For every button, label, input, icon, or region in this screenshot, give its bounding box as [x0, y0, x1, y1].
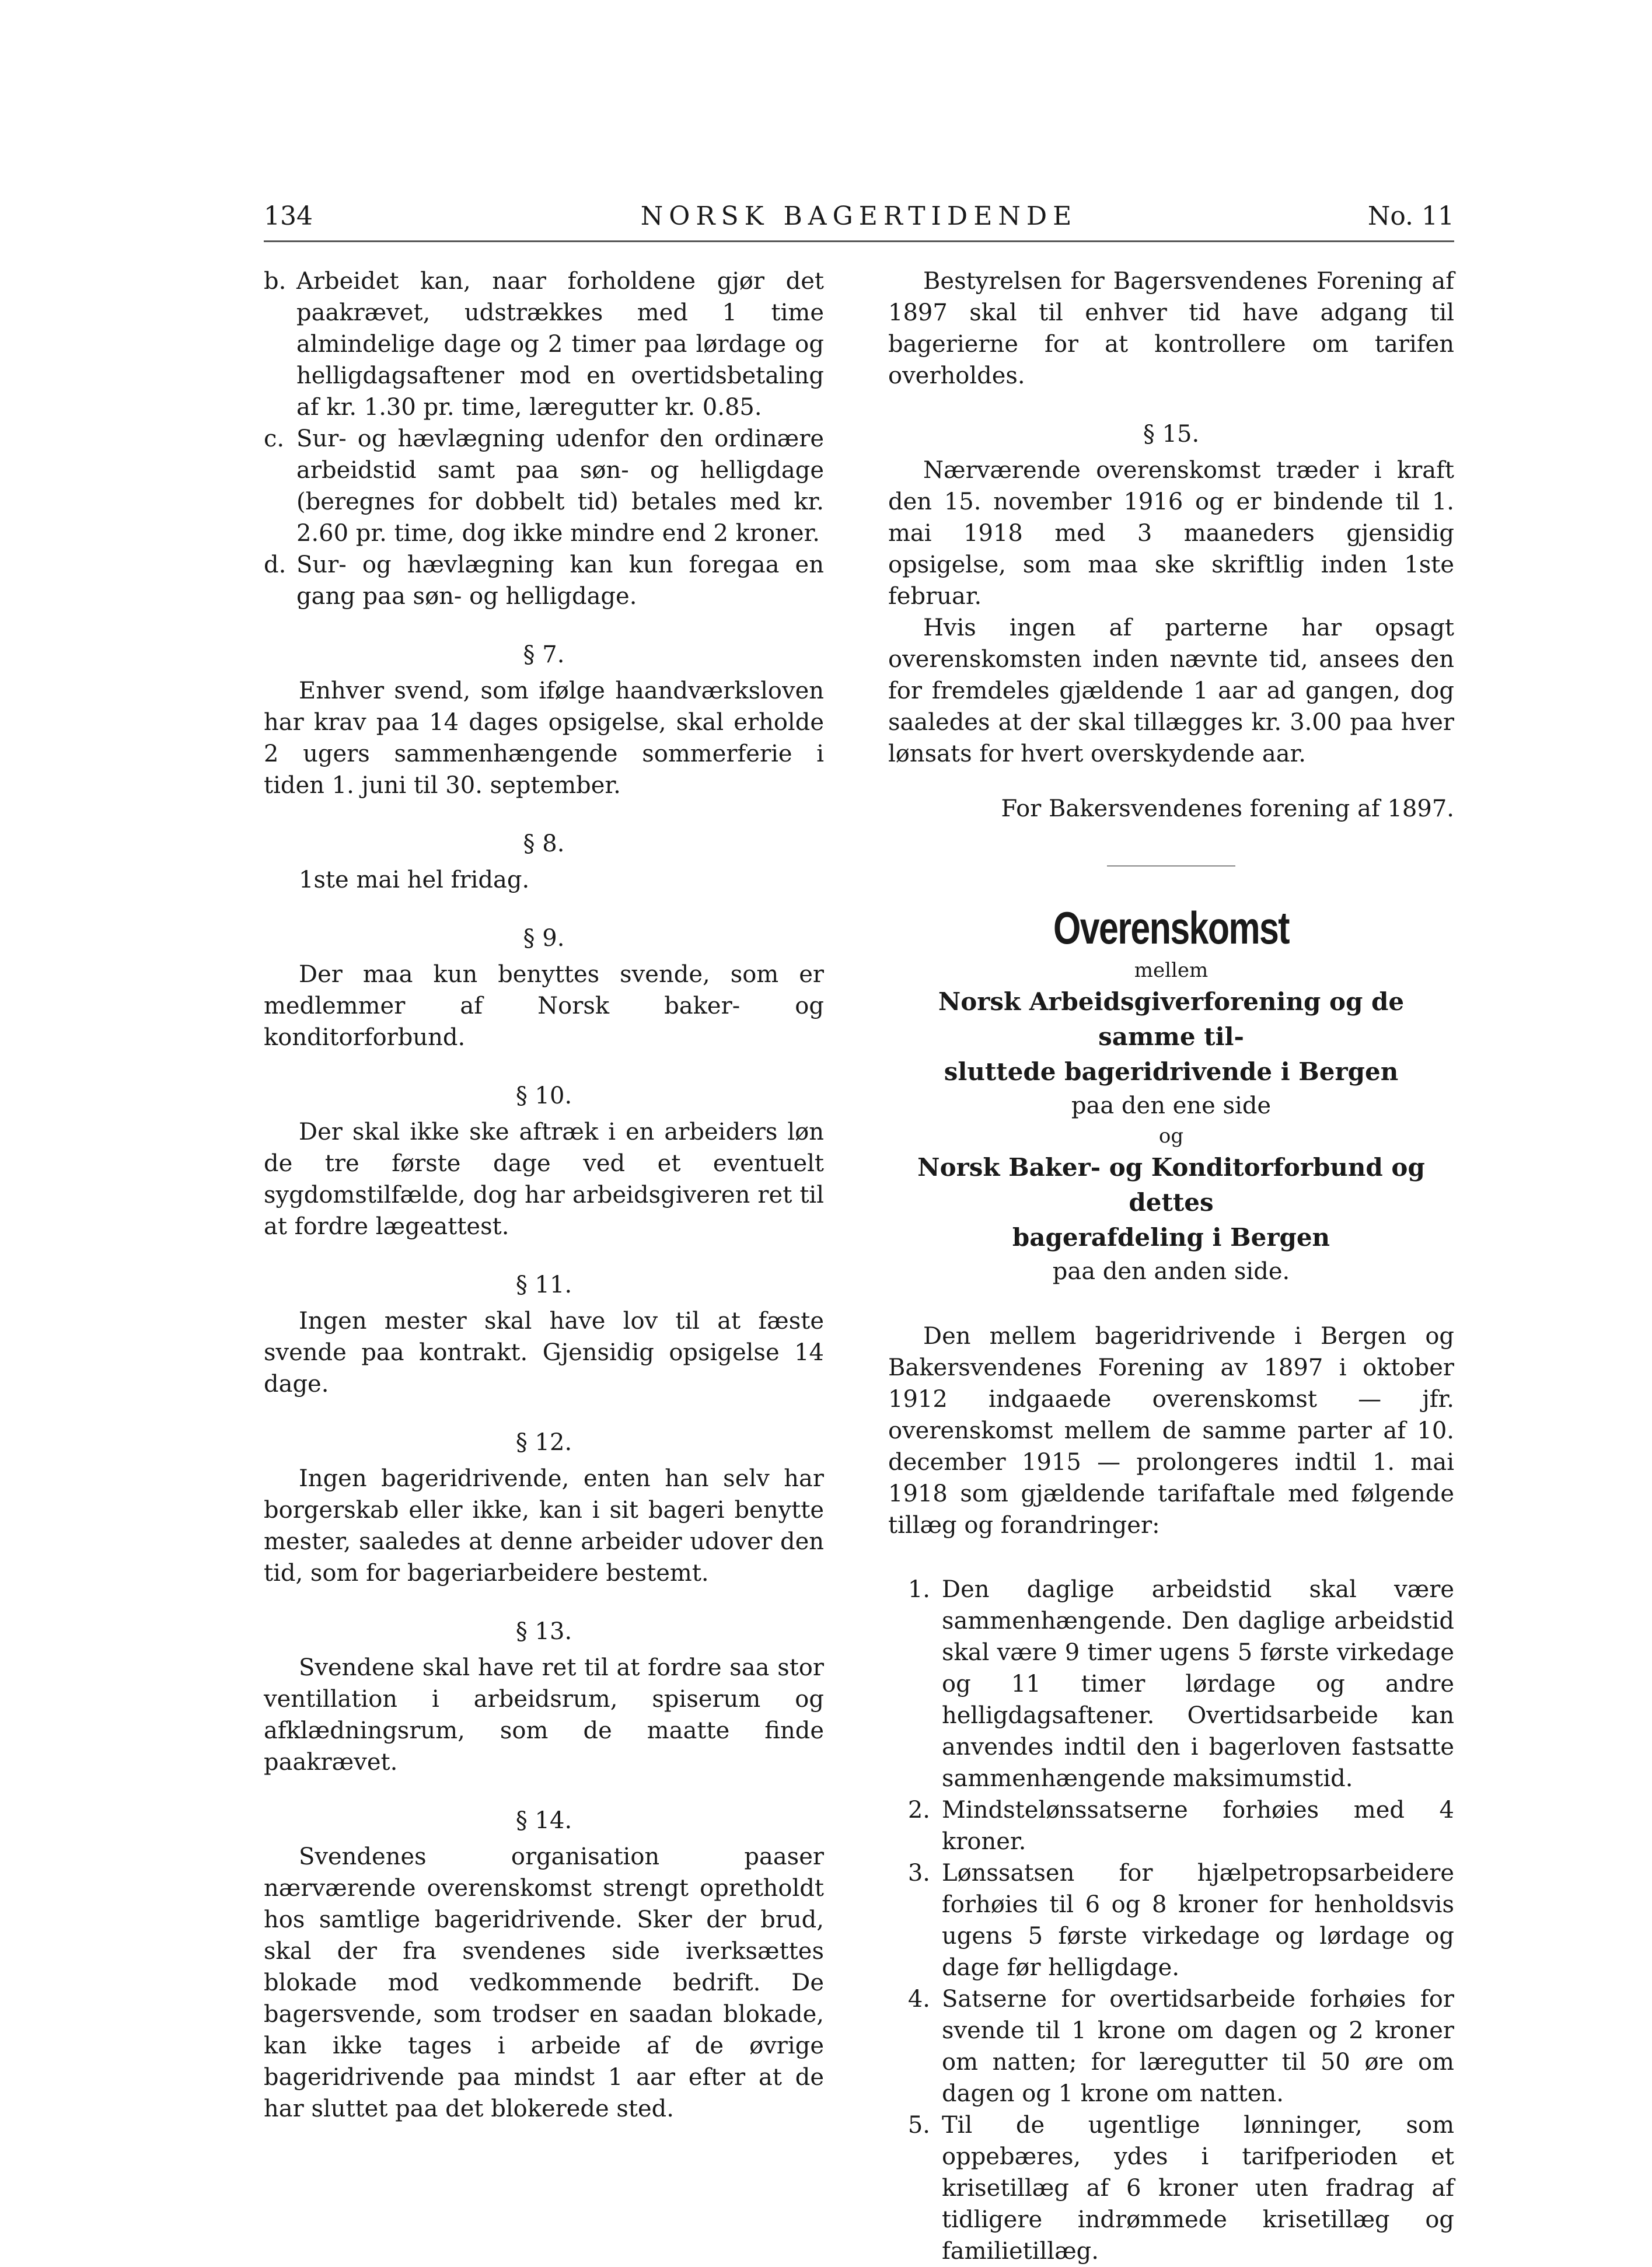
publication-title: NORSK BAGERTIDENDE	[640, 201, 1078, 231]
section-text: Svendenes organisation paaser nærværende overenskomst strengt opretholdt hos samtlige bageridrivende. Sker der brud, skal der fra svendenes side iverksættes blokade mod vedkommende bedrift. De bagersvende, som trodser en saadan blokade, kan ikke tages i arbeide af de øvrige bageridrivende paa mindst 1 aar efter at de har sluttet paa det blokerede sted.	[264, 1843, 824, 2122]
list-item	[264, 266, 824, 423]
side-text: paa den anden side.	[1052, 1258, 1290, 1285]
divider	[1107, 865, 1235, 867]
party-two-line: Norsk Baker- og Konditorforbund og dettes	[917, 1153, 1425, 1217]
list-item	[888, 1794, 1454, 1857]
signature: For Bakersvendenes forening af 1897.	[1001, 795, 1454, 822]
section-heading: § 11.	[515, 1272, 572, 1298]
list-item	[264, 423, 824, 549]
item-label: d.	[264, 551, 287, 578]
right-column	[888, 266, 1454, 2267]
page-header	[264, 201, 1454, 242]
list-text: Den daglige arbeidstid skal være sammenhængende. Den daglige arbeidstid skal være 9 timer ugens 5 første virkedage og 11 timer lørdage og andre helligdagsaftener. Overtidsarbeide kan anvendes indtil den i bagerloven fastsatte sammenhængende maksimumstid.	[942, 1576, 1454, 1792]
section-text: Hvis ingen af parterne har opsagt overenskomsten inden nævnte tid, ansees den for fremdeles gjældende 1 aar ad gangen, dog saaledes at der skal tillægges kr. 3.00 paa hver lønsats for hvert overskydende aar.	[888, 614, 1454, 767]
list-item	[888, 1574, 1454, 1794]
section-heading: § 15.	[1143, 421, 1200, 448]
list-number: 1.	[907, 1576, 930, 1603]
item-text: Sur- og hævlægning udenfor den ordinære arbeidstid samt paa søn- og helligdage (beregnes for dobbelt tid) betales med kr. 2.60 pr. time, dog ikke mindre end 2 kroner.	[296, 425, 824, 547]
list-number: 5.	[907, 2112, 930, 2139]
list-number: 3.	[907, 1860, 930, 1887]
party-two-line: bagerafdeling i Bergen	[1012, 1223, 1330, 1252]
section-text: Nærværende overenskomst træder i kraft den 15. november 1916 og er bindende til 1. mai 1918 med 3 maaneders gjensidig opsigelse, som maa ske skriftlig inden 1ste februar.	[888, 457, 1454, 610]
mellem-text: mellem	[1134, 959, 1209, 982]
item-text: Sur- og hævlægning kan kun foregaa en gang paa søn- og helligdage.	[296, 551, 824, 610]
section-heading: § 7.	[523, 641, 565, 668]
item-label: b.	[264, 268, 287, 295]
section-text: Ingen mester skal have lov til at fæste svende paa kontrakt. Gjensidig opsigelse 14 dage.	[264, 1308, 824, 1398]
issue-number: No. 11	[1367, 201, 1454, 231]
party-one-line: sluttede bageridrivende i Bergen	[944, 1057, 1399, 1086]
list-text: Satserne for overtidsarbeide forhøies for svende til 1 krone om dagen og 2 kroner om natten; for læregutter til 50 øre om dagen og 1 krone om natten.	[942, 1986, 1454, 2107]
numbered-list	[888, 1574, 1454, 2267]
section-text: Enhver svend, som ifølge haandværksloven har krav paa 14 dages opsigelse, skal erholde 2 ugers sammenhængende sommerferie i tiden 1. juni til 30. september.	[264, 677, 824, 799]
section-heading: § 9.	[523, 925, 565, 952]
article-title: Overenskomst	[1053, 902, 1289, 953]
list-item	[264, 549, 824, 612]
list-text: Mindstelønssatserne forhøies med 4 kroner.	[942, 1797, 1454, 1855]
side-text: paa den ene side	[1071, 1092, 1272, 1119]
list-number: 4.	[907, 1986, 930, 2013]
list-item	[888, 1857, 1454, 1983]
section-text: Der maa kun benyttes svende, som er medlemmer af Norsk baker- og konditorforbund.	[264, 961, 824, 1051]
left-column	[264, 266, 824, 2125]
intro-paragraph: Bestyrelsen for Bagersvendenes Forening af 1897 skal til enhver tid have adgang til bagerierne for at kontrollere om tarifen overholdes.	[888, 268, 1454, 389]
item-label: c.	[264, 425, 285, 452]
section-text: Svendene skal have ret til at fordre saa stor ventillation i arbeidsrum, spiserum og afklædningsrum, som de maatte finde paakrævet.	[264, 1654, 824, 1776]
section-heading: § 12.	[515, 1429, 572, 1456]
list-text: Til de ugentlige lønninger, som oppebæres, ydes i tarifperioden et krisetillæg af 6 kroner uten fradrag af tidligere indrømmede krisetillæg og familietillæg.	[942, 2112, 1454, 2265]
section-text: 1ste mai hel fridag.	[299, 867, 530, 893]
party-one-line: Norsk Arbeidsgiverforening og de samme til-	[938, 987, 1405, 1051]
header-rule	[264, 240, 1454, 242]
list-item	[888, 1983, 1454, 2109]
page-number: 134	[264, 201, 313, 231]
section-text: Der skal ikke ske aftræk i en arbeiders løn de tre første dage ved et eventuelt sygdomstilfælde, dog har arbeidsgiveren ret til at fordre lægeattest.	[264, 1119, 824, 1240]
item-text: Arbeidet kan, naar forholdene gjør det paakrævet, udstrækkes med 1 time almindelige dage og 2 timer paa lørdage og helligdagsaftener mod en overtidsbetaling af kr. 1.30 pr. time, læregutter kr. 0.85.	[296, 268, 824, 421]
section-text: Ingen bageridrivende, enten han selv har borgerskab eller ikke, kan i sit bageri benytte mester, saaledes at denne arbeider udover den tid, som for bageriarbeidere bestemt.	[264, 1465, 824, 1587]
section-heading: § 8.	[523, 830, 565, 857]
list-item	[888, 2109, 1454, 2267]
section-heading: § 13.	[515, 1618, 572, 1645]
body-paragraph: Den mellem bageridrivende i Bergen og Bakersvendenes Forening av 1897 i oktober 1912 indgaaede overenskomst — jfr. overenskomst mellem de samme parter af 10. december 1915 — prolongeres indtil 1. mai 1918 som gjældende tarifaftale med følgende tillæg og forandringer:	[888, 1323, 1454, 1539]
section-heading: § 14.	[515, 1807, 572, 1834]
list-text: Lønssatsen for hjælpetropsarbeidere forhøies til 6 og 8 kroner for henholdsvis ugens 5 første virkedage og lørdage og dage før helligdage.	[942, 1860, 1454, 1981]
list-number: 2.	[907, 1797, 930, 1824]
section-heading: § 10.	[515, 1082, 572, 1109]
og-text: og	[1158, 1124, 1184, 1148]
